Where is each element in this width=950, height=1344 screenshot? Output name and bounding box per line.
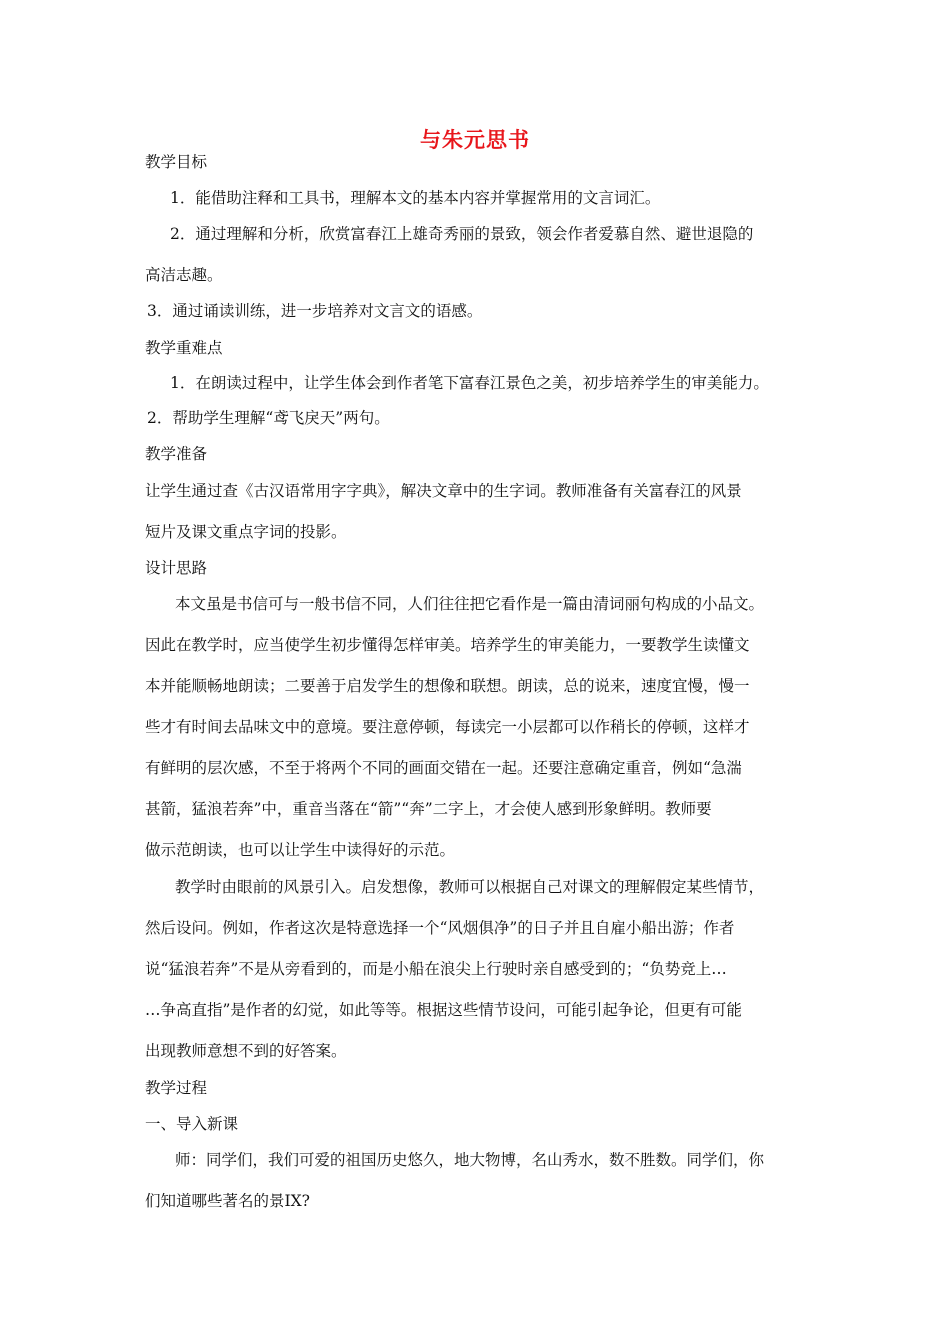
design-para-1-line-7: 做示范朗读，也可以让学生中读得好的示范。 — [145, 841, 456, 859]
difficulty-item-2: 2．帮助学生理解“鸢飞戾天”两句。 — [147, 409, 390, 427]
goal-item-2-cont: 高洁志趣。 — [145, 266, 223, 284]
heading-key-difficulties: 教学重难点 — [145, 339, 223, 357]
design-para-1-line-4: 些才有时间去品味文中的意境。要注意停顿，每读完一小层都可以作稍长的停顿，这样才 — [145, 718, 750, 736]
goal-item-2: 2．通过理解和分析，欣赏富春江上雄奇秀丽的景致，领会作者爱慕自然、避世退隐的 — [170, 225, 754, 243]
design-para-2-line-3: 说“猛浪若奔”不是从旁看到的，而是小船在浪尖上行驶时亲自感受到的；“负势竞上… — [145, 960, 727, 978]
heading-teaching-process: 教学过程 — [145, 1079, 208, 1097]
heading-preparation: 教学准备 — [145, 445, 208, 463]
intro-line-1: 师：同学们，我们可爱的祖国历史悠久，地大物博，名山秀水，数不胜数。同学们，你 — [175, 1151, 765, 1169]
heading-design-idea: 设计思路 — [145, 559, 208, 577]
section-introduction: 一、导入新课 — [145, 1115, 239, 1133]
heading-teaching-goals: 教学目标 — [145, 153, 208, 171]
design-para-1-line-6: 甚箭，猛浪若奔”中，重音当落在“箭”“奔”二字上，才会使人感到形象鲜明。教师要 — [145, 800, 712, 818]
design-para-1-line-1: 本文虽是书信可与一般书信不同，人们往往把它看作是一篇由清词丽句构成的小品文。 — [175, 595, 765, 613]
design-para-1-line-5: 有鲜明的层次感，不至于将两个不同的画面交错在一起。还要注意确定重音，例如“急湍 — [145, 759, 742, 777]
difficulty-item-1: 1．在朗读过程中，让学生体会到作者笔下富春江景色之美，初步培养学生的审美能力。 — [170, 374, 769, 392]
intro-line-2: 们知道哪些著名的景IX? — [145, 1192, 310, 1210]
design-para-2-line-2: 然后设问。例如，作者这次是特意选择一个“风烟俱净”的日子并且自雇小船出游；作者 — [145, 919, 735, 937]
design-para-1-line-3: 本并能顺畅地朗读；二要善于启发学生的想像和联想。朗读，总的说来，速度宜慢，慢一 — [145, 677, 750, 695]
document-title: 与朱元思书 — [420, 128, 530, 152]
goal-item-1: 1．能借助注释和工具书，理解本文的基本内容并掌握常用的文言词汇。 — [170, 189, 661, 207]
design-para-2-line-5: 出现教师意想不到的好答案。 — [145, 1042, 347, 1060]
goal-item-3: 3．通过诵读训练，进一步培养对文言文的语感。 — [147, 302, 483, 320]
preparation-line-2: 短片及课文重点字词的投影。 — [145, 523, 347, 541]
design-para-2-line-1: 教学时由眼前的风景引入。启发想像，教师可以根据自己对课文的理解假定某些情节， — [175, 878, 765, 896]
design-para-1-line-2: 因此在教学时，应当使学生初步懂得怎样审美。培养学生的审美能力，一要教学生读懂文 — [145, 636, 750, 654]
design-para-2-line-4: …争高直指”是作者的幻觉，如此等等。根据这些情节设问，可能引起争论，但更有可能 — [145, 1001, 742, 1019]
preparation-line-1: 让学生通过查《古汉语常用字字典》，解决文章中的生字词。教师准备有关富春江的风景 — [145, 482, 742, 500]
